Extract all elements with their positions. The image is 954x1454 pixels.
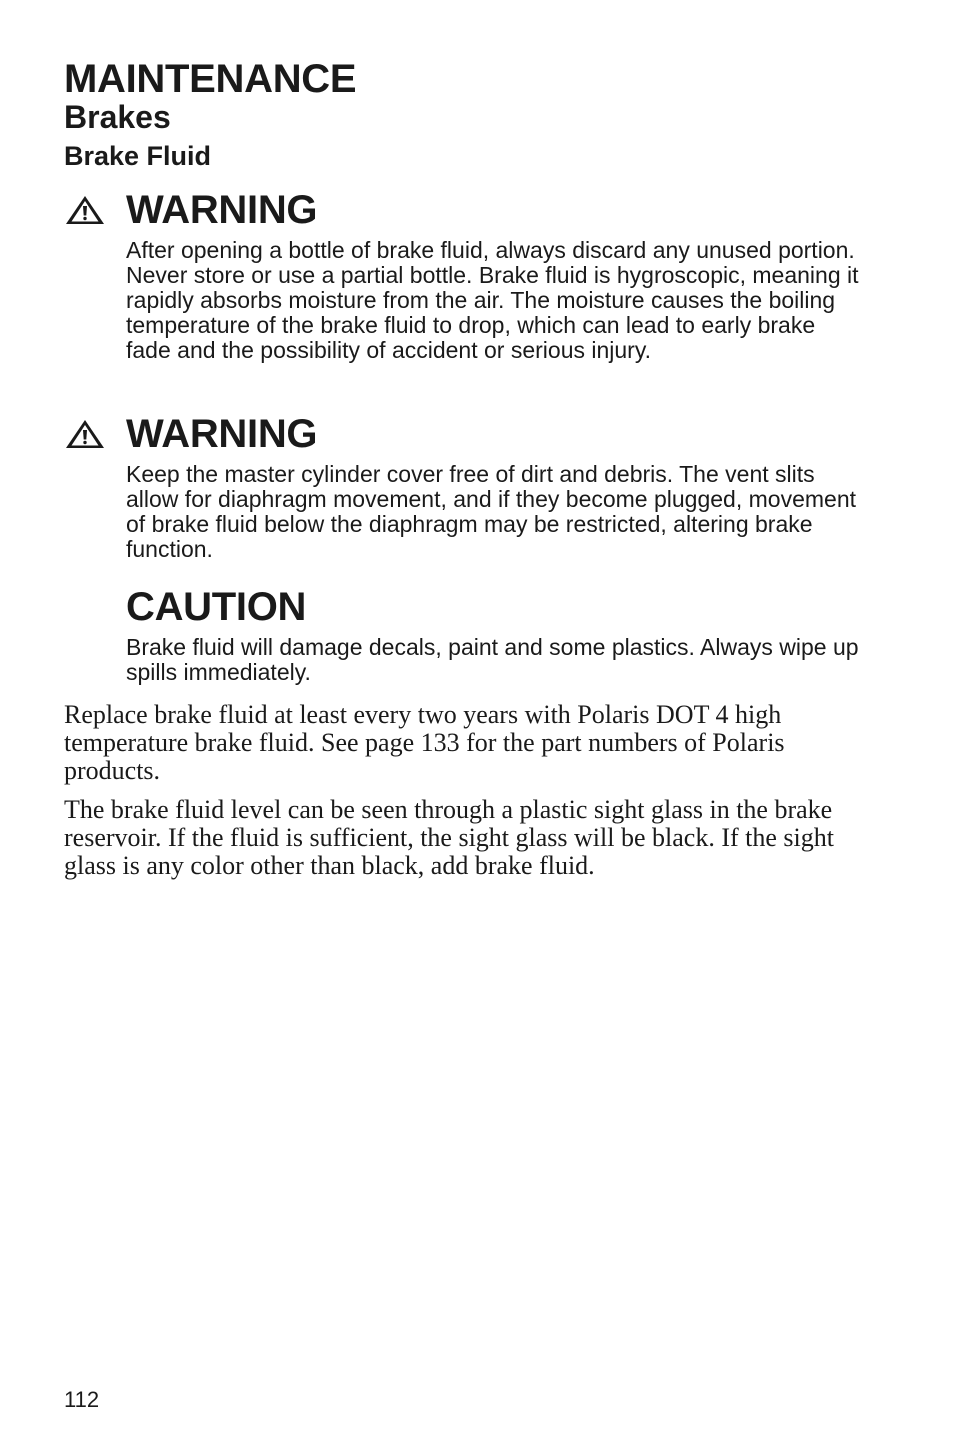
- warning-notice: [64, 186, 874, 363]
- caution-title: CAUTION: [126, 585, 307, 629]
- notice-header: [64, 186, 874, 234]
- warning-title: WARNING: [126, 188, 318, 232]
- body-paragraph: Replace brake fluid at least every two years with Polaris DOT 4 high temperature brake fluid. See page 133 for the part numbers of Polaris products.: [64, 700, 785, 785]
- page-number: 112: [64, 1387, 100, 1412]
- topic-title: Brake Fluid: [64, 141, 212, 171]
- warning-triangle-icon: [64, 194, 106, 226]
- warning-text: After opening a bottle of brake fluid, always discard any unused portion. Never store or use a partial bottle. Brake fluid is hygroscopic, meaning it rapidly absorbs moisture from the air. The moisture causes the boiling temperature of the brake fluid to drop, which can lead to early brake fade and the possibility of accident or serious injury.: [126, 237, 859, 363]
- notice-header: [64, 583, 874, 631]
- caution-notice: [64, 583, 874, 685]
- section-title: MAINTENANCE: [64, 57, 357, 101]
- warning-triangle-icon: [64, 418, 106, 450]
- warning-title: WARNING: [126, 412, 318, 456]
- body-paragraph: The brake fluid level can be seen through a plastic sight glass in the brake reservoir. If the fluid is sufficient, the sight glass will be black. If the sight glass is any color other than black, add brake fluid.: [64, 795, 834, 880]
- caution-text: Brake fluid will damage decals, paint and some plastics. Always wipe up spills immediately.: [126, 634, 859, 685]
- warning-text: Keep the master cylinder cover free of dirt and debris. The vent slits allow for diaphragm movement, and if they become plugged, movement of brake fluid below the diaphragm may be restricted, altering brake function.: [126, 461, 857, 562]
- warning-notice: [64, 410, 874, 562]
- notice-header: [64, 410, 874, 458]
- subsection-title: Brakes: [64, 99, 171, 135]
